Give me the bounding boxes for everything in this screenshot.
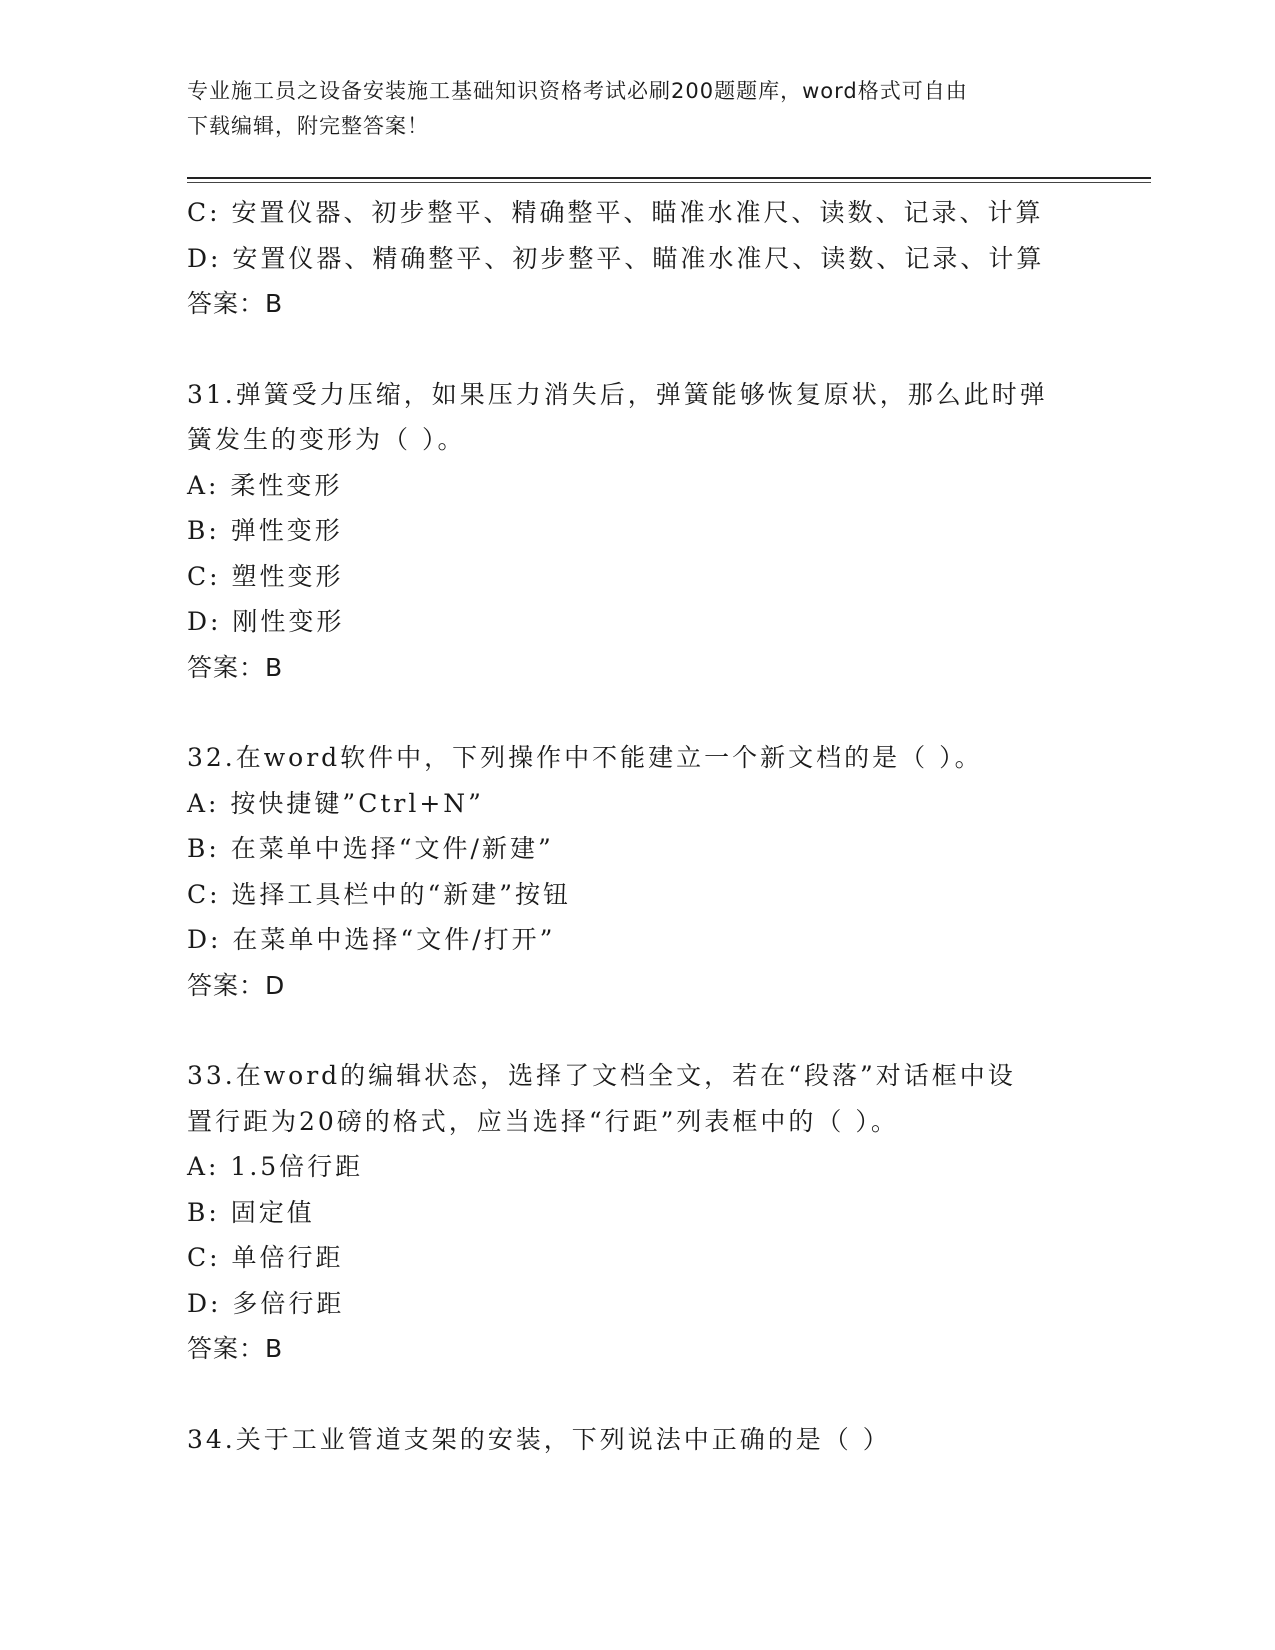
document-header	[187, 74, 1067, 144]
option-b: B: 在菜单中选择“文件/新建”	[187, 834, 554, 863]
question-stem: 31.弹簧受力压缩，如果压力消失后，弹簧能够恢复原状，那么此时弹	[187, 379, 1048, 409]
question-stem: 32.在word软件中，下列操作中不能建立一个新文档的是（ ）。	[187, 743, 983, 772]
question-stem: 34.关于工业管道支架的安装，下列说法中正确的是（ ）	[187, 1424, 891, 1454]
header-divider-thin	[187, 182, 1151, 183]
option-c: C: 选择工具栏中的“新建”按钮	[187, 879, 572, 909]
option-d: D: 多倍行距	[187, 1288, 345, 1318]
question-stem: 置行距为20磅的格式，应当选择“行距”列表框中的（ ）。	[187, 1106, 899, 1136]
question-34	[187, 1417, 1087, 1463]
question-30-tail	[187, 190, 1087, 327]
answer: 答案：B	[187, 1334, 284, 1363]
header-line: 下载编辑，附完整答案！	[187, 114, 429, 138]
option-a: A: 1.5倍行距	[187, 1152, 364, 1181]
header-line: 专业施工员之设备安装施工基础知识资格考试必刷200题题库，word格式可自由	[187, 79, 968, 103]
question-stem: 33.在word的编辑状态，选择了文档全文，若在“段落”对话框中设	[187, 1061, 1016, 1090]
question-32	[187, 735, 1087, 1008]
option-b: B: 弹性变形	[187, 516, 343, 545]
question-31	[187, 372, 1087, 691]
question-33	[187, 1053, 1087, 1372]
option-c: C: 塑性变形	[187, 561, 344, 591]
document-body	[187, 190, 1087, 1462]
answer: 答案：B	[187, 289, 284, 318]
question-stem: 簧发生的变形为（ ）。	[187, 425, 466, 454]
option-a: A: 柔性变形	[187, 470, 343, 500]
answer: 答案：B	[187, 652, 284, 682]
option-d: D: 安置仪器、精确整平、初步整平、瞄准水准尺、读数、记录、计算	[187, 243, 1045, 273]
option-c: C: 安置仪器、初步整平、精确整平、瞄准水准尺、读数、记录、计算	[187, 198, 1044, 227]
option-d: D: 在菜单中选择“文件/打开”	[187, 925, 556, 954]
header-divider	[187, 177, 1151, 179]
option-a: A: 按快捷键”Ctrl+N”	[187, 788, 484, 818]
answer: 答案：D	[187, 970, 286, 1000]
option-d: D: 刚性变形	[187, 607, 345, 636]
option-b: B: 固定值	[187, 1197, 315, 1227]
option-c: C: 单倍行距	[187, 1243, 344, 1272]
